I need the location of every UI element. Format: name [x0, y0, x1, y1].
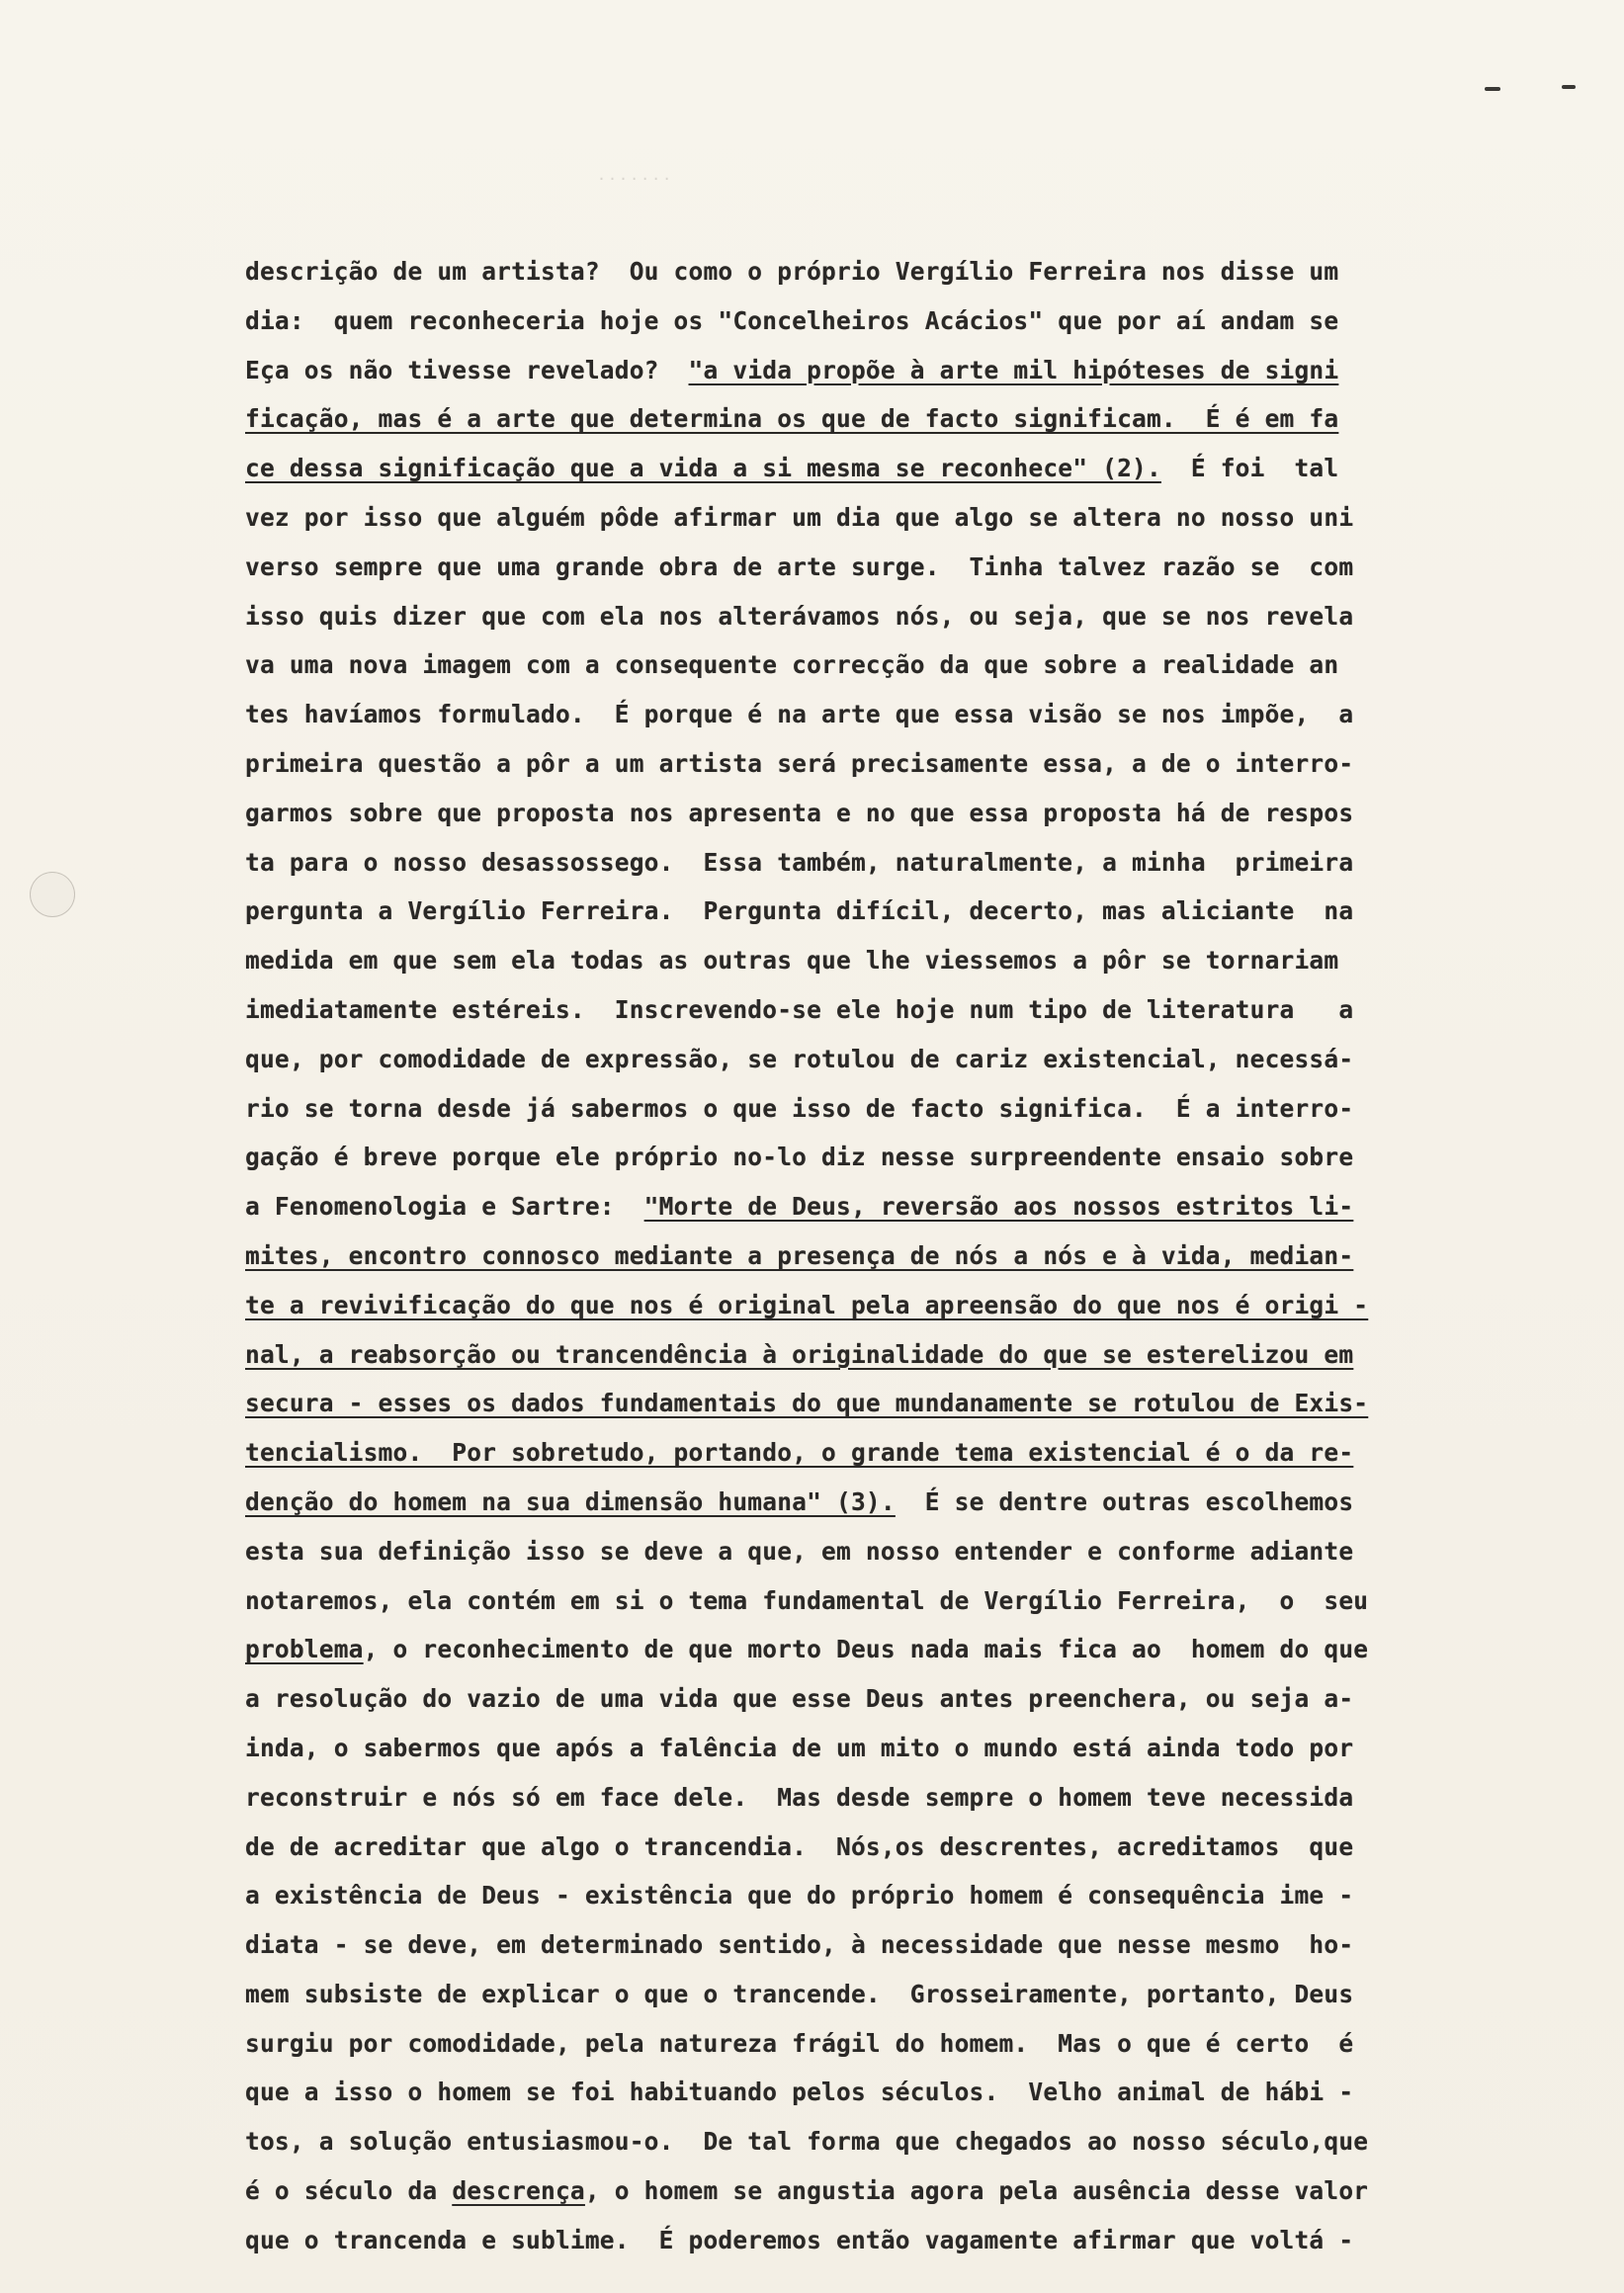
text-line	[245, 1281, 1570, 1330]
punch-hole	[30, 872, 75, 917]
text-line	[245, 1035, 1570, 1084]
text-line	[245, 1773, 1570, 1823]
text-segment: É foi tal	[1160, 454, 1339, 483]
text-segment: primeira questão a pôr a um artista será precisamente essa, a de o interro-	[245, 748, 1354, 778]
underlined-text-segment: "a vida propõe à arte mil hipóteses de signi	[688, 355, 1339, 384]
text-line	[245, 640, 1570, 690]
text-line	[245, 394, 1570, 444]
underlined-text-segment: "Morte de Deus, reversão aos nossos estritos li-	[643, 1192, 1354, 1222]
text-line	[245, 1625, 1570, 1674]
text-segment: que, por comodidade de expressão, se rotulou de cariz existencial, necessá-	[245, 1044, 1354, 1073]
text-segment: que o trancenda e sublime. É poderemos então vagamente afirmar que voltá -	[245, 2225, 1354, 2254]
text-line	[245, 985, 1570, 1035]
text-line	[245, 444, 1570, 493]
text-segment: a resolução do vazio de uma vida que esse Deus antes preenchera, ou seja a-	[245, 1684, 1354, 1714]
typed-text-body	[245, 247, 1570, 2265]
text-segment: descrição de um artista? Ou como o próprio Vergílio Ferreira nos disse um	[245, 257, 1339, 286]
text-segment: de de acreditar que algo o trancendia. Nós,os descrentes, acreditamos que	[245, 1831, 1354, 1861]
underlined-text-segment: descrença	[452, 2176, 585, 2206]
text-segment: garmos sobre que proposta nos apresenta e no que essa proposta há de respos	[245, 798, 1354, 827]
text-line	[245, 592, 1570, 641]
text-segment: gação é breve porque ele próprio no-lo diz nesse surpreendente ensaio sobre	[245, 1143, 1354, 1172]
text-line	[245, 2019, 1570, 2069]
text-line	[245, 247, 1570, 297]
underlined-text-segment: ficação, mas é a arte que determina os que de facto significam. É é em fa	[245, 404, 1339, 434]
text-line	[245, 1231, 1570, 1281]
text-line	[245, 1182, 1570, 1231]
text-line	[245, 1674, 1570, 1724]
underlined-text-segment: mites, encontro connosco mediante a presença de nós a nós e à vida, median-	[245, 1240, 1354, 1270]
text-line	[245, 297, 1570, 346]
text-segment: vez por isso que alguém pôde afirmar um dia que algo se altera no nosso uni	[245, 502, 1354, 532]
underlined-text-segment: tencialismo. Por sobretudo, portando, o grande tema existencial é o da re-	[245, 1438, 1354, 1468]
faint-header-text: ·······	[597, 170, 674, 188]
text-line	[245, 1330, 1570, 1380]
text-segment: dia: quem reconheceria hoje os "Concelheiros Acácios" que por aí andam se	[245, 305, 1339, 335]
text-line	[245, 789, 1570, 838]
corner-marks	[1485, 85, 1603, 95]
underlined-text-segment: secura - esses os dados fundamentais do que mundanamente se rotulou de Exis-	[245, 1389, 1369, 1418]
text-line	[245, 1823, 1570, 1872]
text-segment: é o século da	[245, 2176, 453, 2206]
text-line	[245, 1379, 1570, 1428]
text-line	[245, 1576, 1570, 1626]
text-line	[245, 1871, 1570, 1920]
underlined-text-segment: nal, a reabsorção ou trancendência à originalidade do que se esterelizou em	[245, 1339, 1354, 1369]
text-line	[245, 887, 1570, 936]
text-line	[245, 1428, 1570, 1478]
text-line	[245, 1478, 1570, 1527]
text-line	[245, 493, 1570, 543]
text-segment: mem subsiste de explicar o que o trancende. Grosseiramente, portanto, Deus	[245, 1979, 1354, 2008]
text-line	[245, 1133, 1570, 1182]
text-line	[245, 1724, 1570, 1773]
text-line	[245, 2166, 1570, 2216]
text-line	[245, 690, 1570, 739]
underlined-text-segment: ce dessa significação que a vida a si mesma se reconhece" (2).	[245, 454, 1161, 483]
text-segment: , o reconhecimento de que morto Deus nada mais fica ao homem do que	[363, 1635, 1369, 1664]
underlined-text-segment: te a revivificação do que nos é original pela apreensão do que nos é origi -	[245, 1290, 1369, 1319]
text-segment: diata - se deve, em determinado sentido, à necessidade que nesse mesmo ho-	[245, 1930, 1354, 1960]
corner-dash	[1485, 87, 1500, 91]
text-segment: inda, o sabermos que após a falência de um mito o mundo está ainda todo por	[245, 1733, 1354, 1762]
text-segment: Eça os não tivesse revelado?	[245, 355, 689, 384]
text-line	[245, 1920, 1570, 1970]
text-line	[245, 838, 1570, 888]
text-segment: medida em que sem ela todas as outras que lhe viessemos a pôr se tornariam	[245, 946, 1339, 976]
text-line	[245, 346, 1570, 395]
text-segment: imediatamente estéreis. Inscrevendo-se ele hoje num tipo de literatura a	[245, 994, 1354, 1024]
text-segment: a existência de Deus - existência que do próprio homem é consequência ime -	[245, 1881, 1354, 1911]
text-line	[245, 936, 1570, 985]
text-segment: a Fenomenologia e Sartre:	[245, 1192, 644, 1222]
text-segment: reconstruir e nós só em face dele. Mas desde sempre o homem teve necessida	[245, 1782, 1354, 1812]
text-segment: que a isso o homem se foi habituando pelos séculos. Velho animal de hábi -	[245, 2078, 1354, 2107]
text-line	[245, 543, 1570, 592]
text-segment: pergunta a Vergílio Ferreira. Pergunta difícil, decerto, mas aliciante na	[245, 896, 1354, 926]
text-segment: surgiu por comodidade, pela natureza frágil do homem. Mas o que é certo é	[245, 2028, 1354, 2058]
text-line	[245, 1527, 1570, 1576]
text-line	[245, 1084, 1570, 1134]
text-segment: tes havíamos formulado. É porque é na arte que essa visão se nos impõe, a	[245, 700, 1354, 729]
text-line	[245, 739, 1570, 789]
text-segment: ta para o nosso desassossego. Essa também, naturalmente, a minha primeira	[245, 847, 1354, 877]
text-line	[245, 2216, 1570, 2265]
text-segment: É se dentre outras escolhemos	[895, 1486, 1354, 1516]
underlined-text-segment: denção do homem na sua dimensão humana" (3).	[245, 1486, 896, 1516]
text-segment: va uma nova imagem com a consequente correcção da que sobre a realidade an	[245, 650, 1339, 680]
text-line	[245, 1970, 1570, 2019]
text-segment: esta sua definição isso se deve a que, em nosso entender e conforme adiante	[245, 1536, 1354, 1566]
underlined-text-segment: problema	[245, 1635, 364, 1664]
text-line	[245, 2117, 1570, 2166]
text-segment: tos, a solução entusiasmou-o. De tal forma que chegados ao nosso século,que	[245, 2127, 1369, 2157]
text-segment: , o homem se angustia agora pela ausência desse valor	[584, 2176, 1369, 2206]
text-segment: verso sempre que uma grande obra de arte surge. Tinha talvez razão se com	[245, 552, 1354, 581]
text-segment: isso quis dizer que com ela nos alterávamos nós, ou seja, que se nos revela	[245, 601, 1354, 631]
text-segment: notaremos, ela contém em si o tema fundamental de Vergílio Ferreira, o seu	[245, 1585, 1369, 1615]
corner-dash	[1562, 85, 1576, 89]
text-segment: rio se torna desde já sabermos o que isso de facto significa. É a interro-	[245, 1093, 1354, 1123]
text-line	[245, 2068, 1570, 2117]
